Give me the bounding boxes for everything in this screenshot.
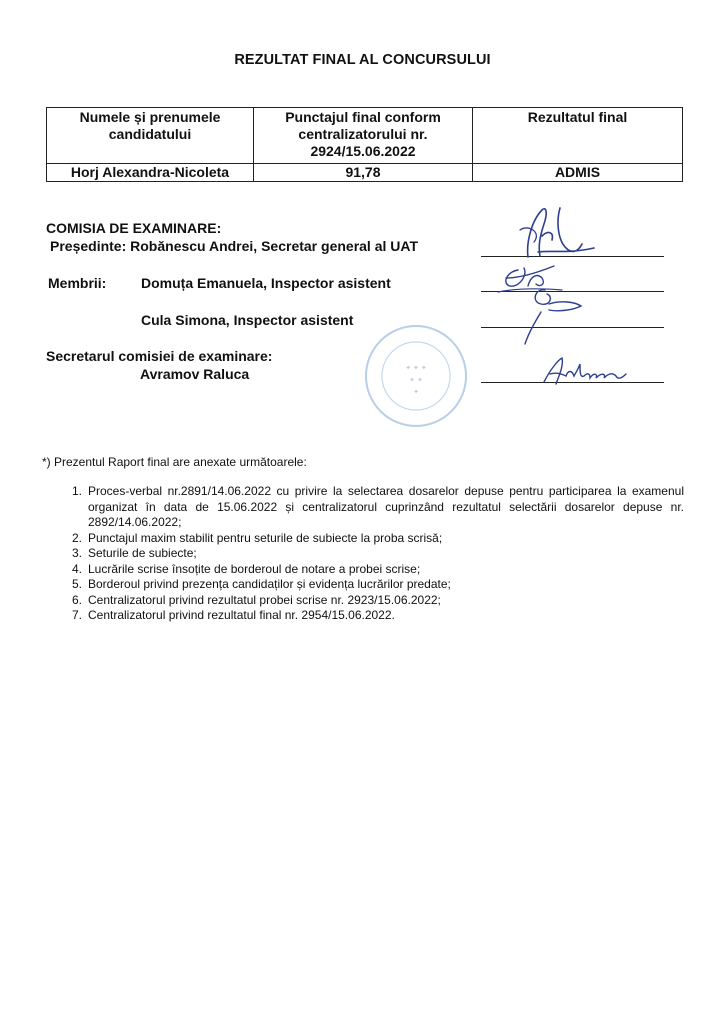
signature-secretary-icon	[536, 352, 636, 392]
members-label: Membrii:	[48, 275, 107, 291]
cell-candidate-name: Horj Alexandra-Nicoleta	[47, 164, 254, 182]
page-title: REZULTAT FINAL AL CONCURSULUI	[234, 52, 491, 68]
list-item	[71, 577, 684, 593]
list-item	[71, 561, 684, 578]
list-item	[71, 484, 684, 531]
list-item-number: 4.	[71, 561, 82, 576]
list-item-number: 6.	[71, 592, 82, 607]
list-item-text: Borderoul privind prezența candidaților și evidența lucrărilor predate;	[88, 577, 451, 591]
cell-final-result: ADMIS	[473, 164, 683, 182]
list-item-number: 7.	[71, 608, 82, 622]
list-item	[71, 530, 684, 547]
list-item	[71, 592, 684, 609]
list-item-number: 2.	[71, 530, 82, 545]
svg-text:✦: ✦	[413, 389, 419, 396]
list-item	[71, 546, 684, 562]
list-item-number: 5.	[71, 577, 82, 591]
annex-list	[71, 484, 684, 624]
svg-text:✦ ✦: ✦ ✦	[409, 377, 423, 384]
cell-final-score: 91,78	[254, 164, 473, 182]
list-item-text: Centralizatorul privind rezultatul final nr. 2954/15.06.2022.	[88, 608, 395, 622]
member-2: Cula Simona, Inspector asistent	[141, 312, 354, 328]
signature-member-2-icon	[505, 282, 595, 348]
member-1: Domuța Emanuela, Inspector asistent	[141, 275, 391, 291]
header-final-score: Punctajul final conform centralizatorului nr. 2924/15.06.2022	[254, 108, 473, 164]
header-candidate-name: Numele și prenumele candidatului	[47, 108, 254, 164]
annex-intro: *) Prezentul Raport final are anexate următoarele:	[42, 455, 307, 469]
header-final-result: Rezultatul final	[473, 108, 683, 164]
list-item-number: 1.	[71, 484, 82, 498]
list-item-text: Lucrările scrise însoțite de borderoul de notare a probei scrise;	[88, 561, 421, 576]
secretary-name: Avramov Raluca	[140, 366, 250, 382]
signature-president-icon	[498, 202, 608, 264]
list-item-text: Proces-verbal nr.2891/14.06.2022 cu privire la selectarea dosarelor depuse pentru participarea la examenul organizat în data de 15.06.2022 și centralizatorul cuprinzând rezultatul selectării dosarelor depuse nr. 2892/14.06.2022;	[88, 484, 684, 529]
results-table	[46, 107, 683, 182]
list-item-text: Centralizatorul privind rezultatul probei scrise nr. 2923/15.06.2022;	[88, 592, 441, 607]
table-row	[47, 164, 683, 182]
official-stamp-icon	[362, 322, 470, 430]
list-item-text: Punctajul maxim stabilit pentru seturile de subiecte la proba scrisă;	[88, 530, 443, 545]
table-header-row	[47, 108, 683, 164]
list-item-text: Seturile de subiecte;	[88, 546, 197, 560]
commission-heading: COMISIA DE EXAMINARE:	[46, 220, 222, 236]
svg-text:✦ ✦ ✦: ✦ ✦ ✦	[405, 365, 427, 372]
president-line: Președinte: Robănescu Andrei, Secretar general al UAT	[50, 238, 419, 254]
list-item-number: 3.	[71, 546, 82, 560]
secretary-label: Secretarul comisiei de examinare:	[46, 348, 273, 364]
list-item	[71, 608, 684, 624]
